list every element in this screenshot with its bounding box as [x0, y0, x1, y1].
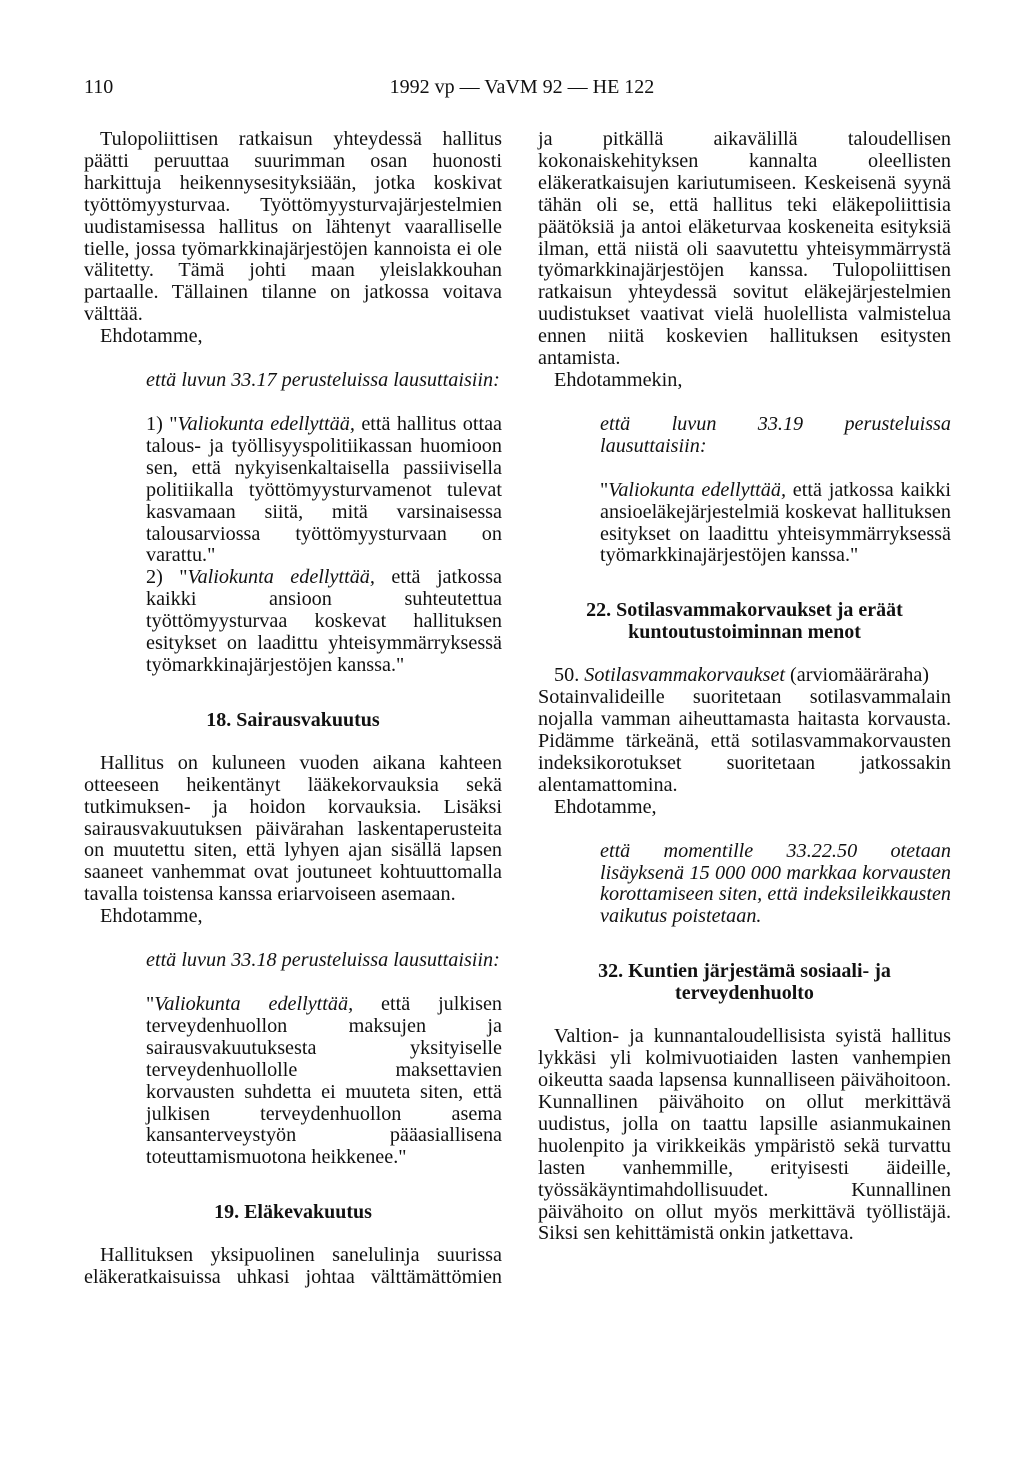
section-heading-32: 32. Kuntien järjestämä sosiaali- ja terveydenhuolto	[598, 960, 891, 1005]
left-column	[84, 129, 502, 1289]
paragraph: Hallituksen yksipuolinen sanelulinja suurissa eläkeratkaisuissa uhkasi johtaa välttämättömien	[84, 1244, 502, 1289]
running-head: 1992 vp — VaVM 92 — HE 122	[389, 76, 655, 98]
proposal-item-2	[84, 567, 502, 677]
proposal-intro: Ehdotamme,	[100, 905, 203, 928]
item-emphasis: Valiokunta edellyttää,	[187, 566, 375, 589]
quote-mark: "	[146, 993, 155, 1015]
budget-item-50	[538, 665, 951, 687]
page-number: 110	[84, 76, 114, 98]
right-column	[538, 129, 951, 1245]
proposal-quote	[84, 994, 502, 1169]
item-emphasis: Sotilasvammakorvaukset	[584, 664, 785, 687]
quote-text: että jatkossa kaikki ansioeläkejärjestelmiä koskevat hallituksen esitykset on laadittu yhteisymmärryksessä työmarkkinajärjestöjen kanssa."	[600, 478, 951, 567]
proposal-text: että luvun 33.18 perusteluissa lausuttaisiin:	[146, 949, 500, 972]
proposal-text: että momentille 33.22.50 otetaan lisäyksenä 15 000 000 markkaa korvausten korottamiseen siten, että indeksileikkausten vaikutus poistetaan.	[600, 839, 951, 928]
item-text: että hallitus ottaa talous- ja työllisyyspolitiikassan huomioon sen, että nykyisenkaltaisella passiivisella politiikalla työttömyysturvamenot tulevat kasvamaan siitä, mitä varsinaisessa talousarviossa työttömyysturvaan on varattu."	[146, 412, 502, 567]
paragraph: ja pitkällä aikavälillä taloudellisen kokonaiskehityksen kannalta oleellisten eläkeratkaisujen kariutumiseen. Keskeisenä syynä tähän oli se, että hallitus teki eläkepoliittisia päätöksiä ja antoi eläketurvaa koskeneita esityksiä ilman, että niistä oli saavutettu yhteisymmärrystä työmarkkinajärjestöjen kanssa. Tulopoliittisen ratkaisun yhteydessä sovitut eläkejärjestelmien uudistukset vaativat vielä huolellista valmistelua ennen niitä koskevien hallituksen esitysten antamista.	[538, 128, 951, 370]
proposal-intro: Ehdotamme,	[100, 325, 203, 348]
paragraph: Tulopoliittisen ratkaisun yhteydessä hallitus päätti peruuttaa suurimman osan huonosti harkittuja heikennysesityksiään, jotka koskivat työttömyysturvaa. Työttömyysturvajärjestelmien uudistamisessa hallitus on lähtenyt vaaralliselle tielle, jossa työmarkkinajärjestöjen kannoista ei ole välitetty. Tämä johti maan yleislakkouhan partaalle. Tällainen tilanne on jatkossa voitava välttää.	[84, 128, 502, 326]
proposal-intro: Ehdotammekin,	[554, 368, 683, 391]
section-heading-22: 22. Sotilasvammakorvaukset ja eräät kuntoutustoiminnan menot	[586, 599, 903, 644]
section-heading-18: 18. Sairausvakuutus	[206, 708, 380, 731]
item-text: (arviomääräraha)	[785, 664, 930, 687]
quote-mark: "	[600, 478, 609, 501]
item-number: 1) "	[146, 412, 178, 435]
proposal-item-1	[84, 414, 502, 567]
quote-emphasis: Valiokunta edellyttää,	[608, 478, 787, 501]
proposal-quote	[538, 480, 951, 568]
quote-emphasis: Valiokunta edellyttää,	[154, 993, 354, 1015]
proposal-text: että luvun 33.17 perusteluissa lausuttaisiin:	[146, 369, 500, 392]
proposal-intro: Ehdotamme,	[554, 795, 657, 818]
quote-text: että julkisen terveydenhuollon maksujen ja sairausvakuutuksesta yksityiselle terveydenhuollolle maksettavien korvausten suhdetta ei muuteta siten, että julkisen terveydenhuollon asema kansanterveystyön pääasiallisena toteuttamismuotona heikkenee."	[146, 993, 502, 1169]
paragraph: Valtion- ja kunnantaloudellisista syistä hallitus lykkäsi yli kolmivuotiaiden lasten vanhempien oikeutta saada lapsensa kunnalliseen päivähoitoon. Kunnallinen päivähoito on ollut merkittävä uudistus, jolla on taattu lapsille asianmukainen huolenpito ja virikkeikäs ympäristö sekä turvattu lasten vanhemmille, erityisesti äideille, työssäkäyntimahdollisuudet. Kunnallinen päivähoito on ollut myös merkittävä työllistäjä. Siksi sen kehittämistä onkin jatkettava.	[538, 1025, 951, 1245]
proposal-text: että luvun 33.19 perusteluissa lausuttaisiin:	[600, 412, 951, 457]
item-emphasis: Valiokunta edellyttää,	[177, 412, 355, 435]
item-number: 50.	[554, 664, 585, 687]
paragraph: Sotainvalideille suoritetaan sotilasvammalain nojalla vamman aiheuttamasta haitasta korvausta. Pidämme tärkeänä, että sotilasvammakorvausten indeksikorotukset suoritetaan jatkossakin alentamattomina.	[538, 686, 951, 796]
section-heading-19: 19. Eläkevakuutus	[214, 1201, 372, 1224]
item-text: että jatkossa kaikki ansioon suhteutettua työttömyysturvaa koskevat hallituksen esitykset on laadittu yhteisymmärryksessä työmarkkinajärjestöjen kanssa."	[146, 566, 502, 676]
item-number: 2) "	[146, 566, 188, 589]
paragraph: Hallitus on kuluneen vuoden aikana kahteen otteeseen heikentänyt lääkekorvauksia sekä tutkimuksen- ja hoidon korvauksia. Lisäksi sairausvakuutuksen päivärahan laskentaperusteita on muutettu siten, että lyhyen ajan sisällä lapsen saaneet vanhemmat ovat joutuneet kohtuuttomalla tavalla toistensa kanssa eriarvoiseen asemaan.	[84, 751, 502, 906]
